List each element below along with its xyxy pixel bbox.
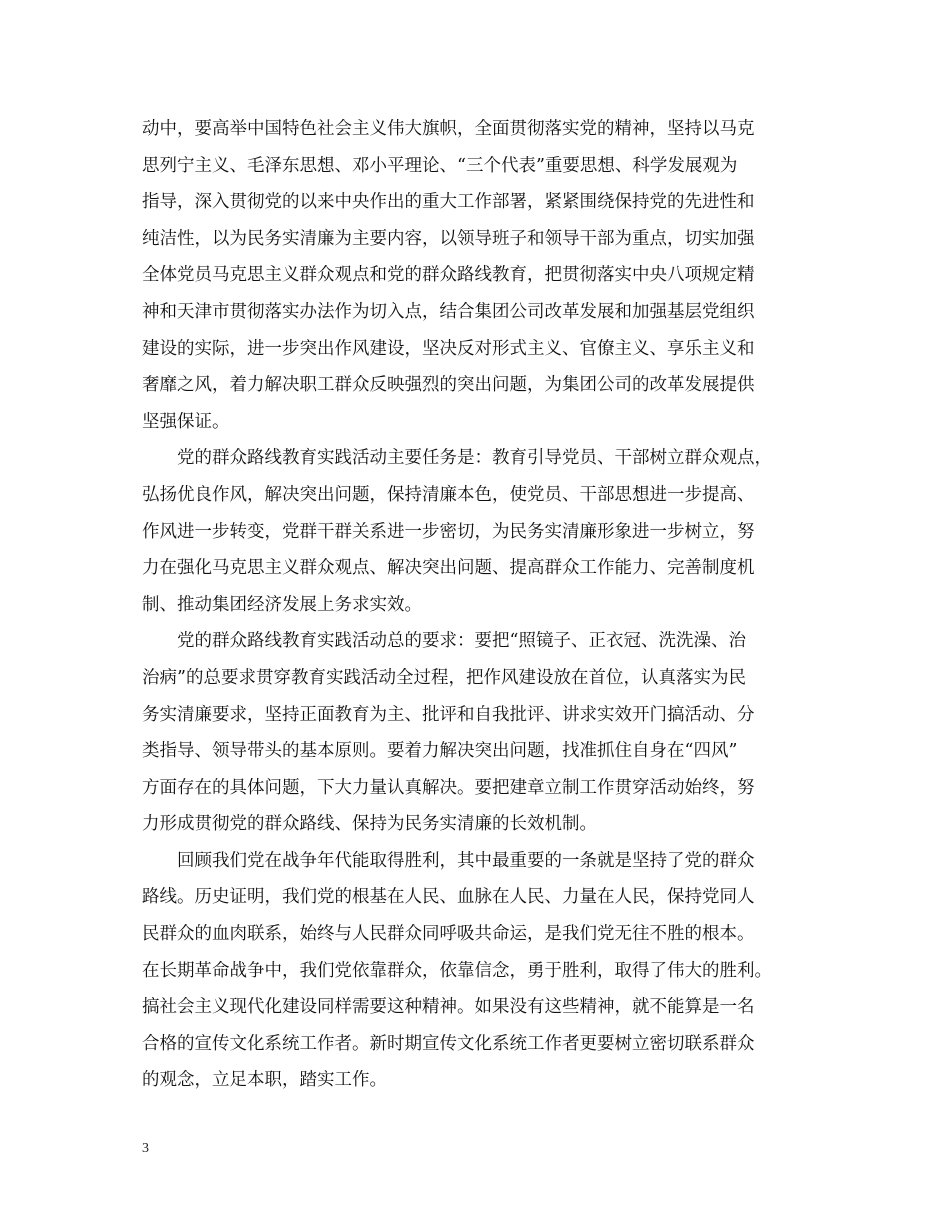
text-line: 指导，深入贯彻党的以来中央作出的重大工作部署，紧紧围绕保持党的先进性和 bbox=[142, 192, 755, 213]
text-line: 建设的实际，进一步突出作风建设，坚决反对形式主义、官僚主义、享乐主义和 bbox=[142, 338, 755, 359]
text-line: 作风进一步转变，党群干群关系进一步密切，为民务实清廉形象进一步树立，努 bbox=[142, 521, 755, 542]
paragraph bbox=[142, 111, 832, 440]
text-line: 神和天津市贯彻落实办法作为切入点，结合集团公司改革发展和加强基层党组织 bbox=[142, 301, 755, 322]
text-line: 民群众的血肉联系，始终与人民群众同呼吸共命运，是我们党无往不胜的根本。 bbox=[142, 924, 755, 945]
paragraph bbox=[142, 623, 832, 843]
paragraph bbox=[142, 440, 832, 623]
text-line: 搞社会主义现代化建设同样需要这种精神。如果没有这些精神，就不能算是一名 bbox=[142, 997, 755, 1018]
text-line: 党的群众路线教育实践活动主要任务是：教育引导党员、干部树立群众观点， bbox=[177, 448, 772, 469]
text-line: 路线。历史证明，我们党的根基在人民、血脉在人民、力量在人民，保持党同人 bbox=[142, 887, 755, 908]
paragraph bbox=[142, 843, 832, 1099]
text-line: 务实清廉要求，坚持正面教育为主、批评和自我批评、讲求实效开门搞活动、分 bbox=[142, 704, 755, 725]
text-line: 纯洁性，以为民务实清廉为主要内容，以领导班子和领导干部为重点，切实加强 bbox=[142, 228, 755, 249]
text-line: 的观念，立足本职，踏实工作。 bbox=[142, 1070, 387, 1091]
text-line: 奢靡之风，着力解决职工群众反映强烈的突出问题，为集团公司的改革发展提供 bbox=[142, 375, 755, 396]
text-line: 动中，要高举中国特色社会主义伟大旗帜，全面贯彻落实党的精神，坚持以马克 bbox=[142, 119, 755, 139]
text-line: 在长期革命战争中，我们党依靠群众，依靠信念，勇于胜利，取得了伟大的胜利。 bbox=[142, 960, 772, 981]
document-body bbox=[142, 111, 832, 1099]
text-line: 制、推动集团经济发展上务求实效。 bbox=[142, 594, 422, 615]
text-line: 党的群众路线教育实践活动总的要求：要把“照镜子、正衣冠、洗洗澡、治 bbox=[177, 631, 746, 652]
text-line: 全体党员马克思主义群众观点和党的群众路线教育，把贯彻落实中央八项规定精 bbox=[142, 265, 755, 286]
text-line: 力在强化马克思主义群众观点、解决突出问题、提高群众工作能力、完善制度机 bbox=[142, 558, 755, 579]
text-line: 弘扬优良作风，解决突出问题，保持清廉本色，使党员、干部思想进一步提高、 bbox=[142, 484, 755, 505]
text-line: 方面存在的具体问题，下大力量认真解决。要把建章立制工作贯穿活动始终，努 bbox=[142, 777, 755, 798]
text-line: 力形成贯彻党的群众路线、保持为民务实清廉的长效机制。 bbox=[142, 814, 597, 835]
text-line: 思列宁主义、毛泽东思想、邓小平理论、“三个代表”重要思想、科学发展观为 bbox=[142, 155, 738, 176]
text-line: 坚强保证。 bbox=[142, 411, 230, 432]
text-line: 回顾我们党在战争年代能取得胜利，其中最重要的一条就是坚持了党的群众 bbox=[177, 850, 755, 871]
text-line: 类指导、领导带头的基本原则。要着力解决突出问题，找准抓住自身在“四风” bbox=[142, 741, 738, 762]
text-line: 治病”的总要求贯穿教育实践活动全过程，把作风建设放在首位，认真落实为民 bbox=[142, 667, 746, 688]
text-line: 合格的宣传文化系统工作者。新时期宣传文化系统工作者更要树立密切联系群众 bbox=[142, 1033, 755, 1054]
page-number: 3 bbox=[142, 1141, 149, 1156]
